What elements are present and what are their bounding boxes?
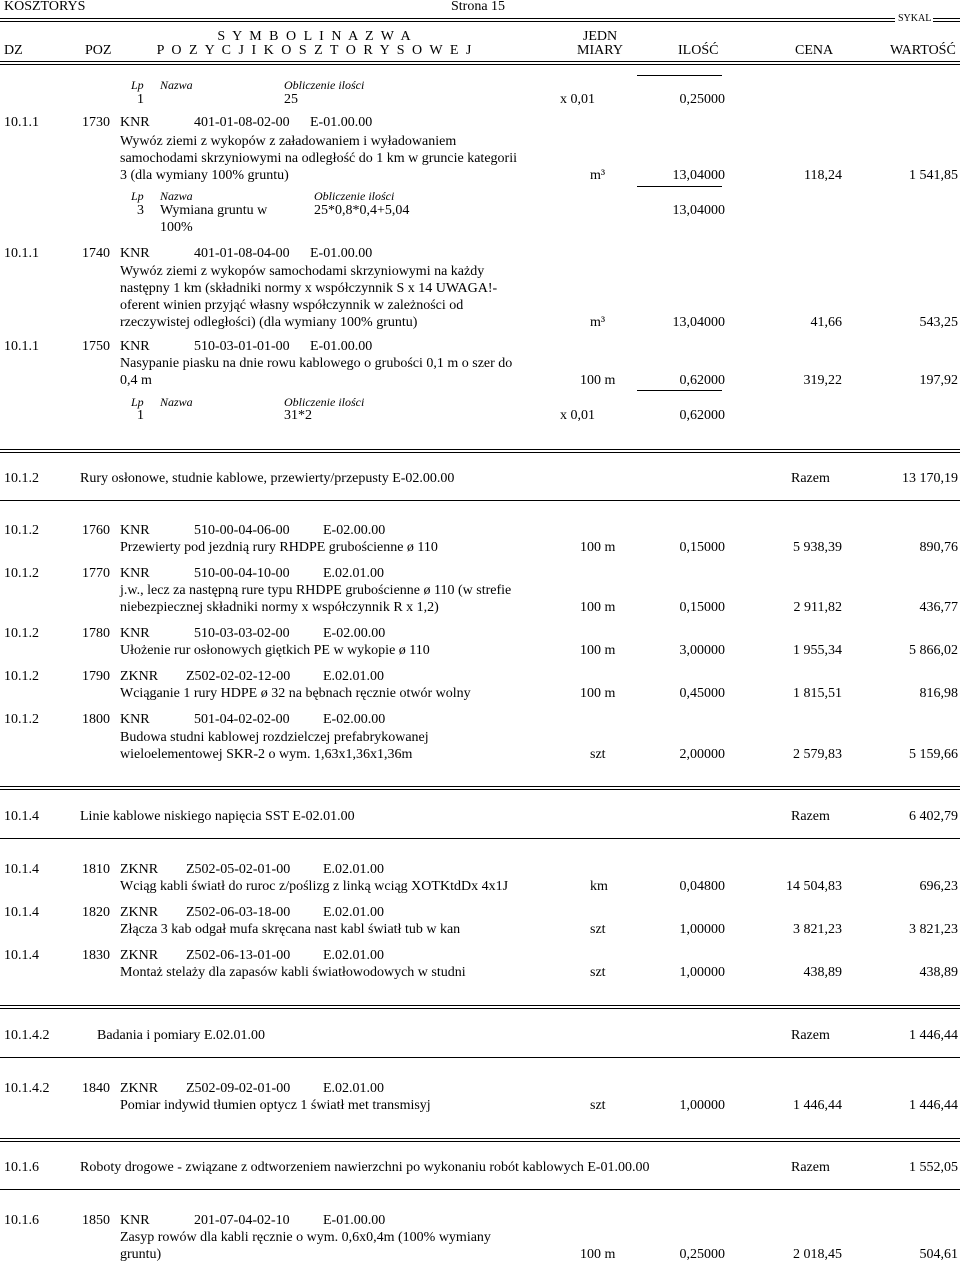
item-code: E.02.01.00 <box>323 948 385 963</box>
section-title: Roboty drogowe - związane z odtworzeniem nawierzchni po wykonaniu robót kablowych E-01.00.00 <box>80 1160 650 1175</box>
calc-expr-label: Obliczenie ilości <box>314 189 395 203</box>
column-poz: POZ <box>85 43 112 58</box>
item-catalog: KNR <box>120 523 150 538</box>
section-razem-label: Razem <box>791 471 830 486</box>
section-dz: 10.1.6 <box>4 1160 39 1175</box>
item-price: 5 938,39 <box>793 540 842 555</box>
item-code: E-01.00.00 <box>310 339 373 354</box>
item-dz: 10.1.1 <box>4 115 39 130</box>
section-razem-label: Razem <box>791 1160 830 1175</box>
item-value: 5 866,02 <box>909 643 958 658</box>
item-symbol: 501-04-02-02-00 <box>194 712 290 727</box>
section-total: 1 552,05 <box>909 1160 958 1175</box>
item-code: E-02.00.00 <box>323 712 386 727</box>
item-price: 2 579,83 <box>793 747 842 762</box>
calc-value: 0,25000 <box>679 92 725 107</box>
section-dz: 10.1.4 <box>4 809 39 824</box>
item-price: 2 018,45 <box>793 1247 842 1262</box>
brand-label: SYKAL <box>898 13 932 24</box>
calc-multiplier: x 0,01 <box>560 408 595 423</box>
item-code: E-01.00.00 <box>310 246 373 261</box>
item-quantity: 0,04800 <box>679 879 725 894</box>
section-dz: 10.1.4.2 <box>4 1028 50 1043</box>
item-poz: 1810 <box>82 862 110 877</box>
column-quantity: ILOŚĆ <box>678 43 719 58</box>
item-dz: 10.1.1 <box>4 339 39 354</box>
item-value: 197,92 <box>919 373 958 388</box>
item-unit: 100 m <box>580 373 616 388</box>
item-dz: 10.1.2 <box>4 566 39 581</box>
item-symbol: Z502-06-03-18-00 <box>186 905 291 920</box>
column-price: CENA <box>795 43 834 58</box>
item-desc: 0,4 m <box>120 373 152 388</box>
item-desc: wieloelementowej SKR-2 o wym. 1,63x1,36x1,36m <box>120 747 413 762</box>
item-dz: 10.1.4.2 <box>4 1081 50 1096</box>
item-price: 1 446,44 <box>793 1098 842 1113</box>
item-quantity: 0,45000 <box>679 686 725 701</box>
item-dz: 10.1.4 <box>4 948 39 963</box>
item-desc: Wywóz ziemi z wykopów samochodami skrzyniowymi na każdy <box>120 264 485 279</box>
item-code: E.02.01.00 <box>323 1081 385 1096</box>
section-total: 13 170,19 <box>902 471 958 486</box>
item-price: 1 955,34 <box>793 643 842 658</box>
item-catalog: ZKNR <box>120 862 159 877</box>
item-catalog: KNR <box>120 566 150 581</box>
calc-expr: 31*2 <box>284 408 312 423</box>
item-poz: 1750 <box>82 339 110 354</box>
item-quantity: 1,00000 <box>679 1098 725 1113</box>
item-price: 1 815,51 <box>793 686 842 701</box>
item-quantity: 0,15000 <box>679 540 725 555</box>
item-unit: 100 m <box>580 540 616 555</box>
calc-lp: 1 <box>137 408 144 423</box>
calc-multiplier: x 0,01 <box>560 92 595 107</box>
item-unit: szt <box>590 965 606 980</box>
item-symbol: Z502-09-02-01-00 <box>186 1081 291 1096</box>
item-code: E-01.00.00 <box>323 1213 386 1228</box>
calc-expr-label: Obliczenie ilości <box>284 78 365 92</box>
calc-name: Wymiana gruntu w <box>160 203 268 218</box>
item-symbol: Z502-06-13-01-00 <box>186 948 291 963</box>
item-poz: 1790 <box>82 669 110 684</box>
item-value: 504,61 <box>919 1247 958 1262</box>
item-catalog: ZKNR <box>120 948 159 963</box>
item-unit: 100 m <box>580 643 616 658</box>
section-total: 6 402,79 <box>909 809 958 824</box>
item-catalog: KNR <box>120 115 150 130</box>
item-code: E.02.01.00 <box>323 566 385 581</box>
item-value: 543,25 <box>919 315 958 330</box>
section-razem-label: Razem <box>791 1028 830 1043</box>
item-poz: 1800 <box>82 712 110 727</box>
item-value: 3 821,23 <box>909 922 958 937</box>
calc-value: 13,04000 <box>672 203 725 218</box>
item-value: 816,98 <box>919 686 958 701</box>
item-poz: 1780 <box>82 626 110 641</box>
item-quantity: 13,04000 <box>672 315 725 330</box>
item-symbol: 510-03-01-01-00 <box>194 339 290 354</box>
item-value: 438,89 <box>919 965 958 980</box>
item-price: 41,66 <box>810 315 842 330</box>
item-symbol: 201-07-04-02-10 <box>194 1213 290 1228</box>
calc-expr: 25*0,8*0,4+5,04 <box>314 203 410 218</box>
item-unit: szt <box>590 922 606 937</box>
item-quantity: 1,00000 <box>679 922 725 937</box>
item-desc: samochodami skrzyniowymi na odległość do 1 km w gruncie kategorii <box>120 151 517 166</box>
item-quantity: 13,04000 <box>672 168 725 183</box>
item-quantity: 1,00000 <box>679 965 725 980</box>
item-quantity: 0,25000 <box>679 1247 725 1262</box>
section-total: 1 446,44 <box>909 1028 958 1043</box>
item-desc: Wywóz ziemi z wykopów z załadowaniem i wyładowaniem <box>120 134 457 149</box>
item-symbol: 510-03-03-02-00 <box>194 626 290 641</box>
item-price: 3 821,23 <box>793 922 842 937</box>
item-quantity: 0,62000 <box>679 373 725 388</box>
item-desc: Nasypanie piasku na dnie rowu kablowego o grubości 0,1 m o szer do <box>120 356 513 371</box>
item-unit: 100 m <box>580 1247 616 1262</box>
item-desc: Montaż stelaży dla zapasów kabli światłowodowych w studni <box>120 965 466 980</box>
item-code: E-01.00.00 <box>310 115 373 130</box>
item-unit: 100 m <box>580 686 616 701</box>
item-value: 890,76 <box>919 540 958 555</box>
item-desc: następny 1 km (składniki normy x współczynnik S x 14 UWAGA!- <box>120 281 498 296</box>
calc-lp: 1 <box>137 92 144 107</box>
item-poz: 1840 <box>82 1081 110 1096</box>
item-desc: Przewierty pod jezdnią rury RHDPE grubościenne ø 110 <box>120 540 438 555</box>
item-unit: m³ <box>590 168 606 183</box>
item-desc: Zasyp rowów dla kabli ręcznie o wym. 0,6x0,4m (100% wymiany <box>120 1230 491 1245</box>
item-poz: 1850 <box>82 1213 110 1228</box>
item-symbol: Z502-05-02-01-00 <box>186 862 291 877</box>
section-title: Badania i pomiary E.02.01.00 <box>97 1028 265 1043</box>
item-poz: 1740 <box>82 246 110 261</box>
item-desc: j.w., lecz za następną rure typu RHDPE grubościenne ø 110 (w strefie <box>120 583 512 598</box>
item-catalog: KNR <box>120 712 150 727</box>
item-catalog: ZKNR <box>120 1081 159 1096</box>
item-value: 1 446,44 <box>909 1098 958 1113</box>
item-price: 438,89 <box>803 965 842 980</box>
symbol-name-header: S Y M B O L I N A Z W A <box>217 29 413 44</box>
column-dz: DZ <box>4 43 23 58</box>
item-desc: Ułożenie rur osłonowych giętkich PE w wykopie ø 110 <box>120 643 430 658</box>
item-poz: 1760 <box>82 523 110 538</box>
item-catalog: ZKNR <box>120 905 159 920</box>
section-title: Rury osłonowe, studnie kablowe, przewierty/przepusty E-02.00.00 <box>80 471 455 486</box>
item-poz: 1770 <box>82 566 110 581</box>
item-value: 436,77 <box>919 600 958 615</box>
item-catalog: KNR <box>120 246 150 261</box>
item-unit: szt <box>590 747 606 762</box>
calc-lp-label: Lp <box>131 78 144 92</box>
page-number: Strona 15 <box>451 0 506 14</box>
item-catalog: KNR <box>120 1213 150 1228</box>
calc-lp-label: Lp <box>131 189 144 203</box>
item-desc: niebezpiecznej składniki normy x współczynnik R x 1,2) <box>120 600 439 615</box>
item-value: 1 541,85 <box>909 168 958 183</box>
item-code: E-02.00.00 <box>323 523 386 538</box>
item-dz: 10.1.4 <box>4 905 39 920</box>
item-poz: 1730 <box>82 115 110 130</box>
calc-expr: 25 <box>284 92 298 107</box>
item-symbol: 401-01-08-04-00 <box>194 246 290 261</box>
calc-lp: 3 <box>137 203 144 218</box>
item-desc: 3 (dla wymiany 100% gruntu) <box>120 168 289 183</box>
item-dz: 10.1.2 <box>4 669 39 684</box>
item-poz: 1830 <box>82 948 110 963</box>
calc-name: 100% <box>160 220 193 235</box>
item-price: 319,22 <box>803 373 842 388</box>
item-desc: Wciąganie 1 rury HDPE ø 32 na bębnach ręcznie otwór wolny <box>120 686 471 701</box>
unit-header-bottom: MIARY <box>577 43 623 58</box>
item-dz: 10.1.6 <box>4 1213 39 1228</box>
document-title: KOSZTORYS <box>4 0 86 14</box>
unit-header-top: JEDN <box>582 29 618 44</box>
calc-name-label: Nazwa <box>160 395 193 409</box>
calc-name-label: Nazwa <box>160 189 193 203</box>
item-unit: m³ <box>590 315 606 330</box>
item-catalog: ZKNR <box>120 669 159 684</box>
item-price: 118,24 <box>804 168 842 183</box>
item-poz: 1820 <box>82 905 110 920</box>
item-quantity: 2,00000 <box>679 747 725 762</box>
item-value: 5 159,66 <box>909 747 958 762</box>
item-price: 14 504,83 <box>786 879 842 894</box>
column-value: WARTOŚĆ <box>890 43 956 58</box>
item-code: E-02.00.00 <box>323 626 386 641</box>
item-code: E.02.01.00 <box>323 905 385 920</box>
item-desc: Wciąg kabli światł do ruroc z/poślizg z linką wciąg XOTKtdDx 4x1J <box>120 879 509 894</box>
item-quantity: 0,15000 <box>679 600 725 615</box>
item-desc: Budowa studni kablowej rozdzielczej prefabrykowanej <box>120 730 429 745</box>
item-unit: km <box>590 879 608 894</box>
calc-lp-label: Lp <box>131 395 144 409</box>
item-symbol: 401-01-08-02-00 <box>194 115 290 130</box>
item-symbol: 510-00-04-06-00 <box>194 523 290 538</box>
item-code: E.02.01.00 <box>323 669 385 684</box>
item-value: 696,23 <box>919 879 958 894</box>
item-catalog: KNR <box>120 626 150 641</box>
item-desc: gruntu) <box>120 1247 162 1262</box>
position-header: P O Z Y C J I K O S Z T O R Y S O W E J <box>156 43 474 58</box>
section-title: Linie kablowe niskiego napięcia SST E-02.01.00 <box>80 809 355 824</box>
item-desc: Pomiar indywid tłumien optycz 1 światł met transmisyj <box>120 1098 431 1113</box>
section-razem-label: Razem <box>791 809 830 824</box>
item-price: 2 911,82 <box>793 600 842 615</box>
item-desc: rzeczywistej odległości) (dla wymiany 100% gruntu) <box>120 315 418 330</box>
section-dz: 10.1.2 <box>4 471 39 486</box>
item-dz: 10.1.2 <box>4 626 39 641</box>
item-dz: 10.1.2 <box>4 712 39 727</box>
item-dz: 10.1.2 <box>4 523 39 538</box>
item-symbol: Z502-02-02-12-00 <box>186 669 291 684</box>
item-dz: 10.1.4 <box>4 862 39 877</box>
item-dz: 10.1.1 <box>4 246 39 261</box>
item-desc: oferent winien przyjąć własny współczynnik w zależności od <box>120 298 464 313</box>
item-code: E.02.01.00 <box>323 862 385 877</box>
calc-value: 0,62000 <box>679 408 725 423</box>
item-unit: 100 m <box>580 600 616 615</box>
calc-name-label: Nazwa <box>160 78 193 92</box>
item-quantity: 3,00000 <box>679 643 725 658</box>
item-desc: Złącza 3 kab odgał mufa skręcana nast kabl światł tub w kan <box>120 922 461 937</box>
item-catalog: KNR <box>120 339 150 354</box>
item-symbol: 510-00-04-10-00 <box>194 566 290 581</box>
calc-expr-label: Obliczenie ilości <box>284 395 365 409</box>
item-unit: szt <box>590 1098 606 1113</box>
